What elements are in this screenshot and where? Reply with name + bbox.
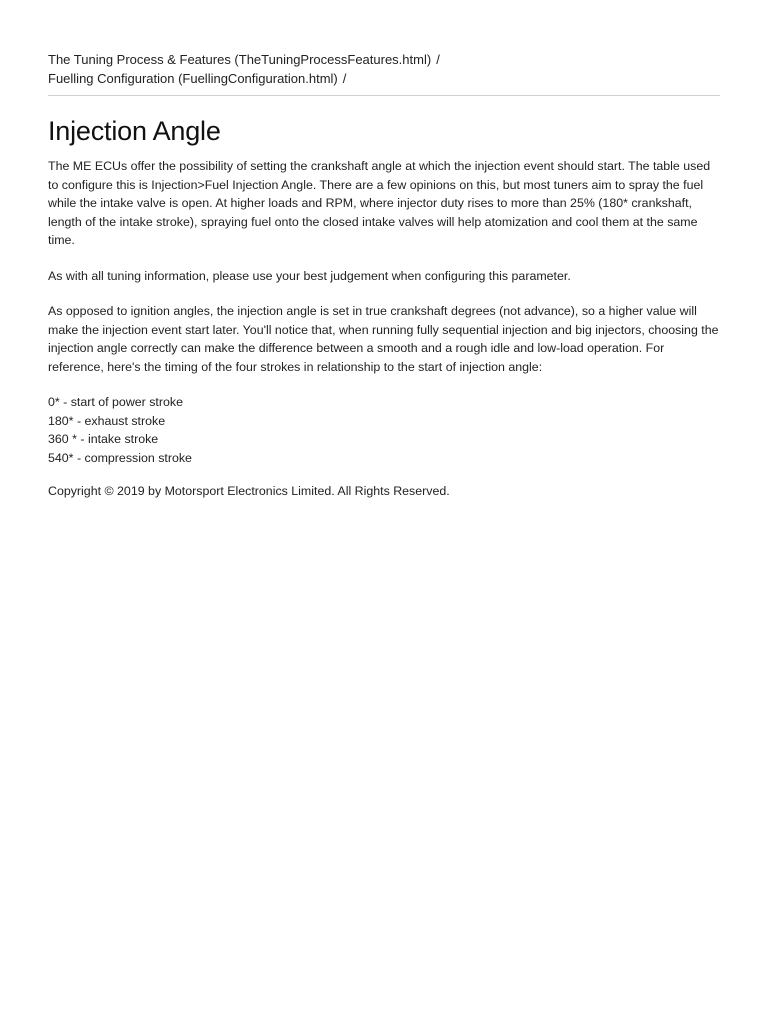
paragraph-intro: The ME ECUs offer the possibility of setting the crankshaft angle at which the injection event should start. The table used to configure this is Injection>Fuel Injection Angle. There are a few opinions on this, but most tuners aim to spray the fuel while the intake valve is open. At higher loads and RPM, where injector duty rises to more than 25% (180* crankshaft, length of the intake stroke), spraying fuel onto the closed intake valves will help atomization and cool them at the same time. [48, 159, 711, 247]
breadcrumb-item-fuelling-configuration[interactable] [48, 69, 720, 88]
copyright-notice: Copyright © 2019 by Motorsport Electronics Limited. All Rights Reserved. [48, 484, 450, 498]
list-item: 180* - exhaust stroke [48, 413, 166, 428]
breadcrumb-item-tuning-process[interactable] [48, 50, 720, 69]
breadcrumb [48, 50, 720, 88]
paragraph-judgement: As with all tuning information, please use your best judgement when configuring this parameter. [48, 268, 571, 283]
breadcrumb-link[interactable]: The Tuning Process & Features (TheTuningProcessFeatures.html) [48, 52, 432, 67]
page-title: Injection Angle [48, 116, 221, 146]
list-item: 540* - compression stroke [48, 450, 192, 465]
header-divider [48, 95, 720, 96]
breadcrumb-separator: / [342, 71, 347, 86]
list-item: 0* - start of power stroke [48, 395, 183, 409]
paragraph-crank-degrees: As opposed to ignition angles, the injection angle is set in true crankshaft degrees (not advance), so a higher value will make the injection event start later. You'll notice that, when running fully sequential injection and big injectors, choosing the injection angle correctly can make the difference between a smooth and a rough idle and low-load operation. For reference, here's the timing of the four strokes in relationship to the start of injection angle: [48, 304, 719, 374]
breadcrumb-link[interactable]: Fuelling Configuration (FuellingConfiguration.html) [48, 71, 338, 86]
list-item: 360 * - intake stroke [48, 432, 159, 446]
stroke-timing-list [48, 393, 720, 467]
breadcrumb-separator: / [436, 52, 440, 67]
article-body [48, 157, 720, 467]
